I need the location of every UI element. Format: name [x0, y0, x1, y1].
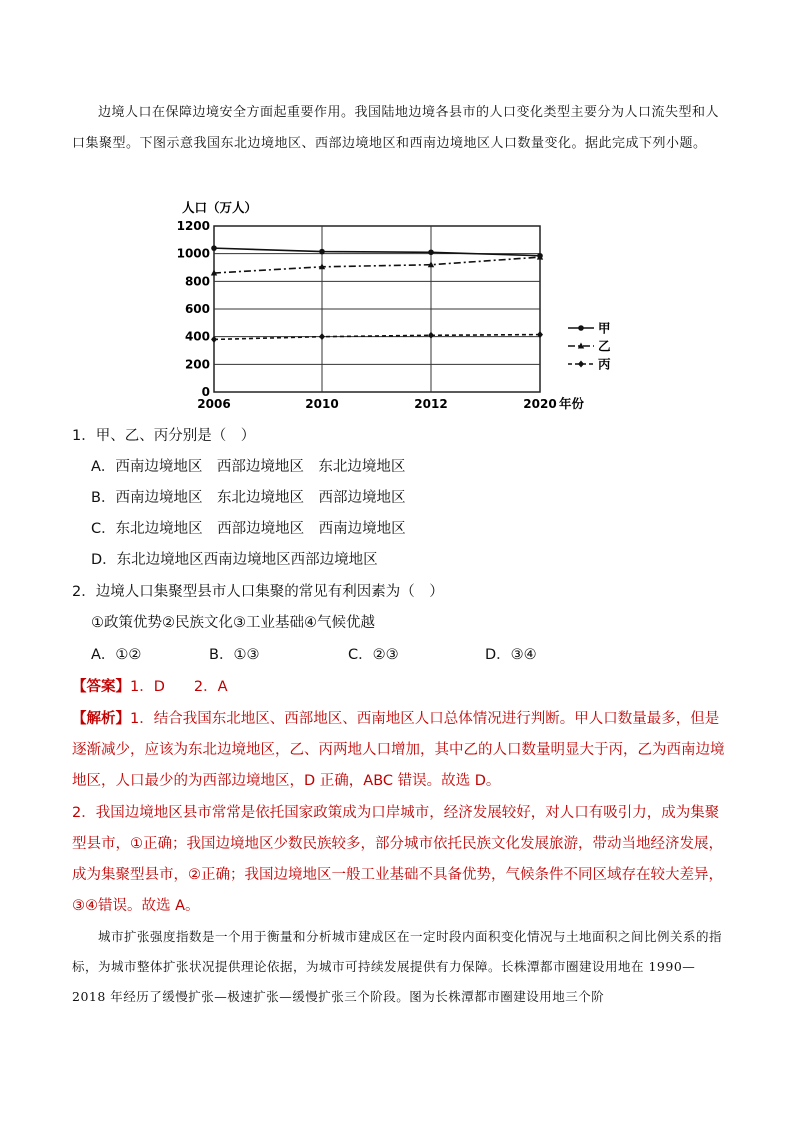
series-line-2 [214, 257, 540, 273]
answer-text: 1．D 2．A [130, 679, 228, 695]
y-tick-label: 0 [201, 385, 210, 399]
analysis-paragraph-2: 2．我国边境地区县市常常是依托国家政策成为口岸城市，经济发展较好，对人口有吸引力，成为集聚型县市，①正确；我国边境地区少数民族较多，部分城市依托民族文化发展旅游，带动当地经济发展，成为集聚型县市，②正确；我国边境地区一般工业基础不具备优势，气候条件不同区域存在较大差异，③④错误。故选 A。 [72, 805, 723, 914]
analysis-paragraph-1 [72, 704, 732, 797]
next-passage: 城市扩张强度指数是一个用于衡量和分析城市建成区在一定时段内面积变化情况与土地面积之间比例关系的指标，为城市整体扩张状况提供理论依据，为城市可持续发展提供有力保障。长株潭都市圈建设用地在 1990—2018 年经历了缓慢扩张—极速扩张—缓慢扩张三个阶段。图为长株潭都市圈建设用地三个阶 [72, 929, 723, 1004]
q2-option-d: D．③④ [485, 647, 537, 663]
q2-option-b: B．①③ [209, 647, 260, 663]
answer-tag: 【答案】 [72, 679, 130, 695]
legend-marker [578, 325, 584, 331]
q1-option-d: D．东北边境地区西南边境地区西部边境地区 [91, 552, 378, 568]
chart-plot-frame [214, 226, 540, 392]
answer-line [72, 675, 228, 696]
q1-option-b: B．西南边境地区 东北边境地区 西部边境地区 [91, 490, 406, 506]
analysis-tag: 【解析】 [72, 711, 130, 727]
y-tick-label: 1200 [176, 219, 210, 233]
data-point [428, 332, 434, 339]
x-tick-label: 2010 [305, 397, 339, 411]
data-point [537, 254, 543, 260]
x-tick-label: 2012 [414, 397, 448, 411]
q1-stem: 1．甲、乙、丙分别是（ ） [72, 428, 256, 444]
q2-factors: ①政策优势②民族文化③工业基础④气候优越 [91, 615, 375, 631]
data-point [211, 336, 217, 343]
legend-label: 丙 [598, 356, 611, 372]
series-line-3 [214, 335, 540, 340]
y-tick-label: 600 [184, 302, 210, 316]
q2-stem: 2．边境人口集聚型县市人口集聚的常见有利因素为（ ） [72, 584, 444, 600]
y-tick-label: 800 [184, 274, 210, 289]
data-point [211, 245, 217, 251]
x-tick-label: 2020 [523, 397, 557, 411]
data-point [319, 249, 325, 255]
data-point [211, 270, 217, 276]
x-tick-label: 2006 [197, 397, 231, 411]
y-tick-label: 200 [184, 357, 210, 372]
q2-option-c: C．②③ [348, 647, 399, 663]
legend-marker [578, 343, 584, 349]
q1-option-a: A．西南边境地区 西部边境地区 东北边境地区 [91, 459, 406, 475]
q1-option-c: C．东北边境地区 西部边境地区 西南边境地区 [91, 521, 406, 537]
legend-label: 甲 [598, 320, 611, 336]
legend-marker [578, 361, 584, 368]
series-line-1 [214, 248, 540, 256]
data-point [319, 333, 325, 340]
data-point [319, 263, 325, 269]
data-point [537, 331, 543, 338]
y-tick-label: 400 [184, 329, 210, 344]
intro-paragraph: 边境人口在保障边境安全方面起重要作用。我国陆地边境各县市的人口变化类型主要分为人口流失型和人口集聚型。下图示意我国东北边境地区、西部边境地区和西南边境地区人口数量变化。据此完成下列小题。 [72, 105, 720, 151]
analysis-text-1: 1．结合我国东北地区、西部地区、西南地区人口总体情况进行判断。甲人口数量最多，但是逐渐减少，应该为东北边境地区，乙、丙两地人口增加，其中乙的人口数量明显大于丙，乙为西南边境地区，人口最少的为西部边境地区，D 正确，ABC 错误。故选 D。 [72, 711, 725, 789]
data-point [428, 261, 434, 267]
q2-option-a: A．①② [91, 647, 142, 663]
y-tick-label: 1000 [176, 246, 210, 261]
chart-x-axis-label: 年份 [559, 396, 585, 411]
data-point [537, 253, 543, 259]
legend-label: 乙 [598, 338, 611, 354]
data-point [428, 249, 434, 255]
chart-y-axis-label: 人口（万人） [182, 200, 258, 215]
